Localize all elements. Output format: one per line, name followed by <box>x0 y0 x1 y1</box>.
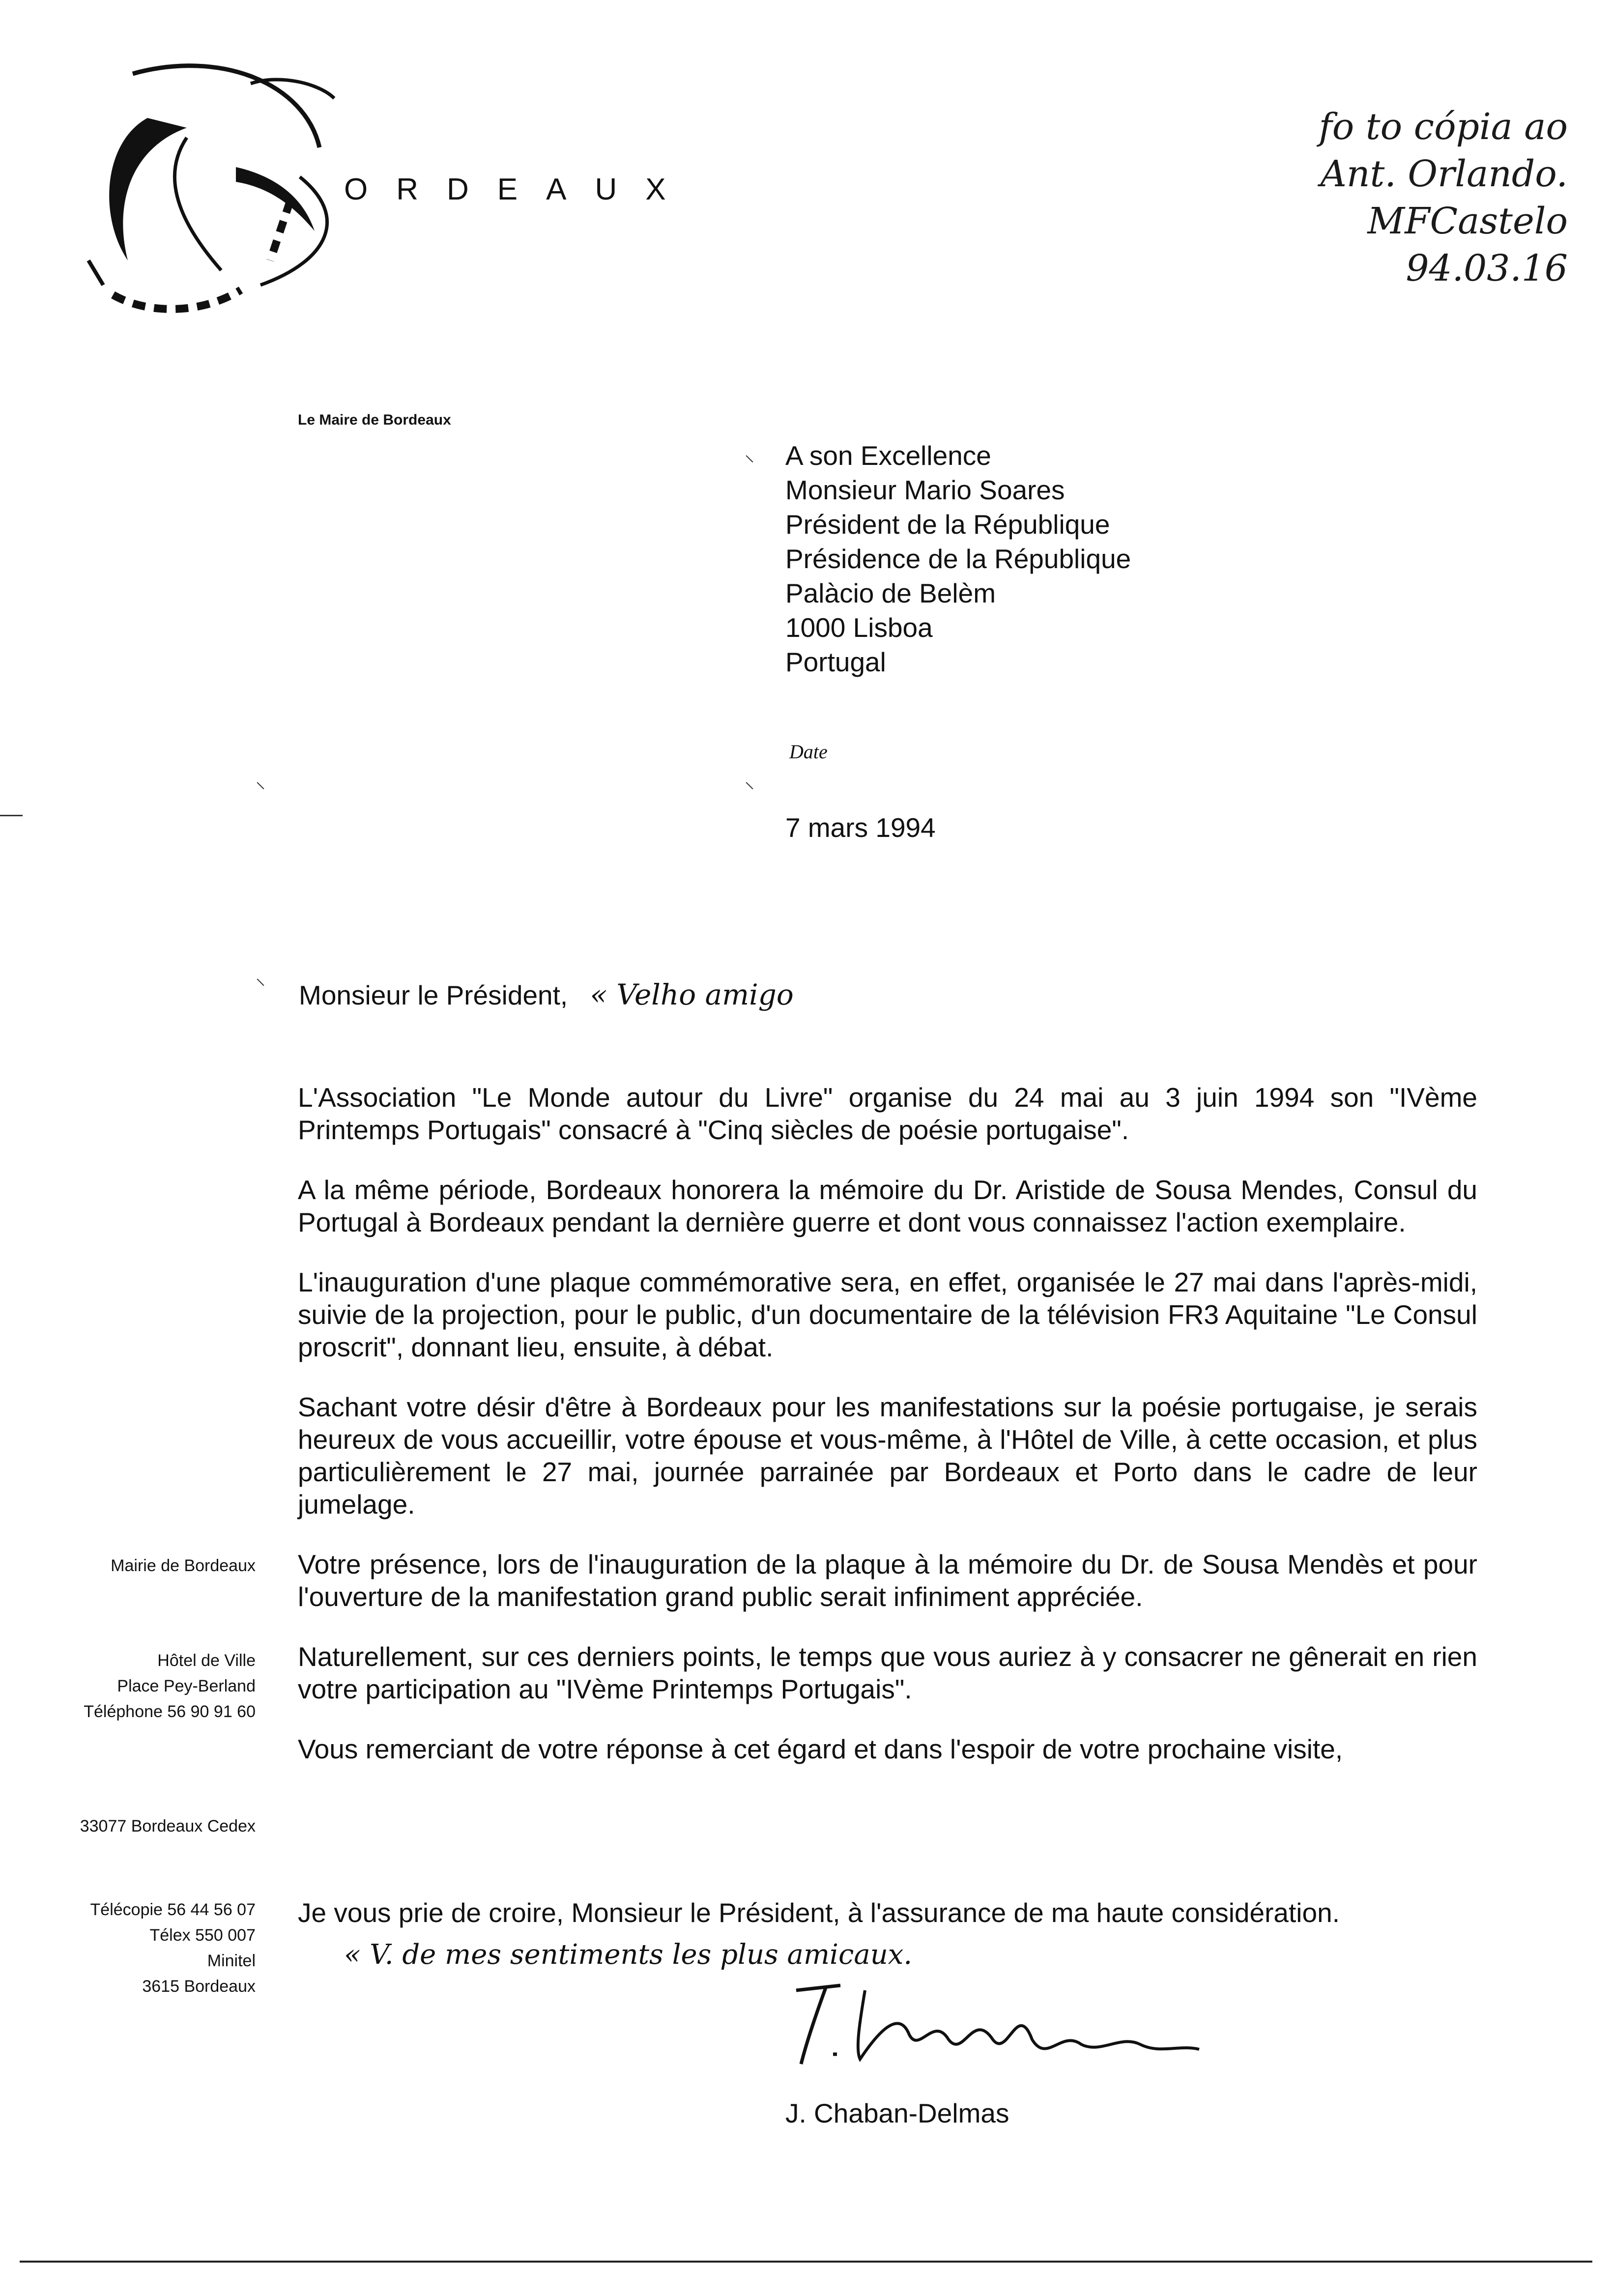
body-paragraph: L'Association "Le Monde autour du Livre" organise du 24 mai au 3 juin 1994 son "IVème Printemps Portugais" consacré à "Cinq siècles de poésie portugaise". <box>298 1082 1477 1145</box>
sidebar-line: Place Pey-Berland <box>117 1677 256 1695</box>
sidebar-postal: 33077 Bordeaux Cedex <box>80 1817 256 1836</box>
sidebar-line: Télex 550 007 <box>149 1926 256 1945</box>
date-label: Date <box>789 741 828 763</box>
recipient-line: Présidence de la République <box>785 544 1131 574</box>
sidebar-line: Hôtel de Ville <box>157 1651 256 1670</box>
recipient-address <box>785 438 1131 679</box>
recipient-line: Portugal <box>785 647 886 677</box>
letter-body <box>298 1081 1477 1793</box>
tick-mark: ⸜ <box>256 771 265 792</box>
salutation-text: Monsieur le Président, <box>299 980 568 1010</box>
tick-mark: ⸜ <box>745 444 754 465</box>
body-paragraph: Sachant votre désir d'être à Bordeaux pour les manifestations sur la poésie portugaise, je serais heureux de vous accueillir, votre épouse et vous-même, à l'Hôtel de Ville, à cette occasion, et plus particulièrement le 27 mai, journée parrainée par Bordeaux et Porto dans le cadre de leur jumelage. <box>298 1392 1477 1520</box>
tick-mark: ⸜ <box>256 967 265 989</box>
salutation <box>299 978 794 1011</box>
signer-name: J. Chaban-Delmas <box>785 2098 1009 2128</box>
handnote-line: Ant. Orlando. <box>1320 153 1568 195</box>
sidebar-line: Télécopie 56 44 56 07 <box>90 1900 256 1919</box>
body-paragraph: A la même période, Bordeaux honorera la mémoire du Dr. Aristide de Sousa Mendes, Consul du Portugal à Bordeaux pendant la dernière guerre et dont vous connaissez l'action exemplaire. <box>298 1175 1477 1237</box>
sidebar-contacts <box>29 1897 256 1999</box>
sidebar-line: Téléphone 56 90 91 60 <box>84 1702 256 1721</box>
sidebar-address <box>29 1648 256 1724</box>
margin-mark <box>0 815 23 816</box>
letter-date: 7 mars 1994 <box>785 812 936 843</box>
handwritten-closing: « V. de mes sentiments les plus amicaux. <box>344 1939 913 1971</box>
body-paragraph: Naturellement, sur ces derniers points, le temps que vous auriez à y consacrer ne gênerait en rien votre participation au "IVème Printemps Portugais". <box>298 1641 1477 1704</box>
office-heading: Le Maire de Bordeaux <box>298 412 451 428</box>
signature <box>786 1971 1209 2074</box>
sidebar-line: Minitel <box>207 1952 256 1970</box>
handnote-line: 94.03.16 <box>1406 247 1568 289</box>
recipient-line: Président de la République <box>785 509 1110 540</box>
recipient-line: Palàcio de Belèm <box>785 578 996 608</box>
body-paragraph: Vous remerciant de votre réponse à cet égard et dans l'espoir de votre prochaine visite, <box>298 1734 1343 1764</box>
closing-formula: Je vous prie de croire, Monsieur le Président, à l'assurance de ma haute considération. <box>298 1897 1340 1928</box>
handnote-line: MFCastelo <box>1367 200 1568 242</box>
recipient-line: 1000 Lisboa <box>785 612 933 643</box>
body-paragraph: Votre présence, lors de l'inauguration de la plaque à la mémoire du Dr. de Sousa Mendès et pour l'ouverture de la manifestation grand public serait infiniment appréciée. <box>298 1549 1477 1612</box>
handnote-line: fo to cópia ao <box>1319 106 1568 148</box>
tick-mark: ⸜ <box>745 771 754 792</box>
sidebar-line: 3615 Bordeaux <box>142 1977 256 1996</box>
recipient-line: A son Excellence <box>785 440 991 471</box>
recipient-line: Monsieur Mario Soares <box>785 475 1065 505</box>
handwritten-annotation <box>1214 103 1568 292</box>
handwritten-salutation: « Velho amigo <box>590 978 794 1011</box>
bottom-rule <box>20 2261 1592 2263</box>
body-paragraph: L'inauguration d'une plaque commémorative sera, en effet, organisée le 27 mai dans l'après-midi, suivie de la projection, pour le public, d'un documentaire de la télévision FR3 Aquitaine "Le Consul proscrit", donnant lieu, ensuite, à débat. <box>298 1267 1477 1362</box>
sidebar-org: Mairie de Bordeaux <box>111 1556 256 1575</box>
logo-wordmark: ORDEAUX <box>344 172 694 206</box>
